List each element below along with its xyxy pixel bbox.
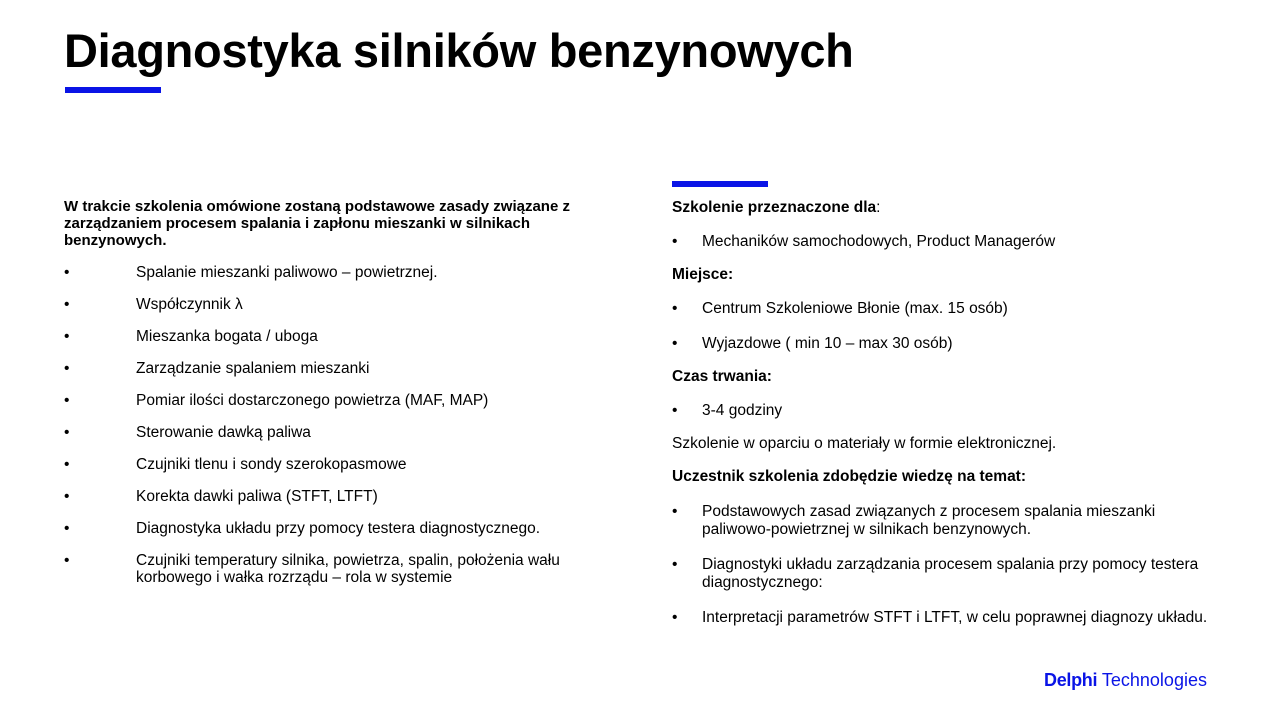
list-item [64,360,604,377]
topic-text: Zarządzanie spalaniem mieszanki [136,360,370,377]
bullet: • [64,520,70,537]
bullet: • [64,552,70,569]
duration-heading: Czas trwania: [672,368,772,385]
title-accent-bar [65,87,161,93]
list-item [64,392,604,409]
topic-text: Czujniki tlenu i sondy szerokopasmowe [136,456,407,473]
list-item [64,328,604,345]
bullet: • [64,424,70,441]
bullet: • [64,264,70,281]
audience-text: Mechaników samochodowych, Product Managerów [702,233,1056,250]
bullet: • [64,392,70,409]
bullet: • [64,456,70,473]
list-item [64,456,604,473]
topic-text: Spalanie mieszanki paliwowo – powietrznej. [136,264,438,281]
bullet: • [672,556,678,573]
delphi-technologies-logo [1044,669,1207,691]
intro-text: W trakcie szkolenia omówione zostaną podstawowe zasady związane z zarządzaniem procesem spalania i zapłonu mieszanki w silnikach benzynowych. [64,198,570,249]
outcome-text: Interpretacji parametrów STFT i LTFT, w celu poprawnej diagnozy układu. [702,609,1208,626]
topic-text: Diagnostyka układu przy pomocy testera diagnostycznego. [136,520,541,537]
list-item [64,552,604,586]
bullet: • [672,300,678,317]
list-item [64,296,604,313]
place-heading: Miejsce: [672,266,734,283]
bullet: • [672,335,678,352]
outcome-text: Podstawowych zasad związanych z procesem spalania mieszanki paliwowo-powietrznej w silnikach benzynowych. [702,503,1156,538]
bullet: • [64,488,70,505]
topics-list [64,264,604,601]
duration-text: 3-4 godziny [702,402,783,419]
topic-text: Sterowanie dawką paliwa [136,424,311,441]
bullet: • [64,296,70,313]
list-item [672,609,1217,627]
list-item [672,233,1217,251]
materials-note: Szkolenie w oparciu o materiały w formie elektronicznej. [672,435,1057,452]
bullet: • [672,609,678,626]
course-details [672,199,1217,627]
list-item [672,300,1217,318]
bullet: • [672,233,678,250]
logo-brand: Delphi [1044,670,1098,690]
list-item [672,556,1217,592]
section-accent-bar [672,181,768,187]
audience-heading: Szkolenie przeznaczone dla [672,199,877,216]
list-item [672,402,1217,420]
topic-text: Mieszanka bogata / uboga [136,328,318,345]
bullet: • [64,328,70,345]
list-item [64,264,604,281]
topic-text: Korekta dawki paliwa (STFT, LTFT) [136,488,378,505]
topic-text: Pomiar ilości dostarczonego powietrza (MAF, MAP) [136,392,489,409]
place-text: Centrum Szkoleniowe Błonie (max. 15 osób) [702,300,1008,317]
audience-heading-line [672,199,1217,217]
bullet: • [672,402,678,419]
list-item [64,488,604,505]
topic-text: Współczynnik λ [136,296,243,313]
bullet: • [64,360,70,377]
outcomes-heading: Uczestnik szkolenia zdobędzie wiedzę na temat: [672,468,1027,485]
place-text: Wyjazdowe ( min 10 – max 30 osób) [702,335,953,352]
list-item [672,503,1217,539]
audience-heading-colon: : [876,199,881,216]
list-item [64,424,604,441]
topic-text: Czujniki temperatury silnika, powietrza, spalin, położenia wału korbowego i wałka rozrządu – rola w systemie [136,552,560,586]
bullet: • [672,503,678,520]
list-item [64,520,604,537]
list-item [672,335,1217,353]
page-title: Diagnostyka silników benzynowych [64,24,854,77]
outcome-text: Diagnostyki układu zarządzania procesem spalania przy pomocy testera diagnostycznego: [702,556,1199,591]
logo-suffix: Technologies [1101,670,1207,690]
